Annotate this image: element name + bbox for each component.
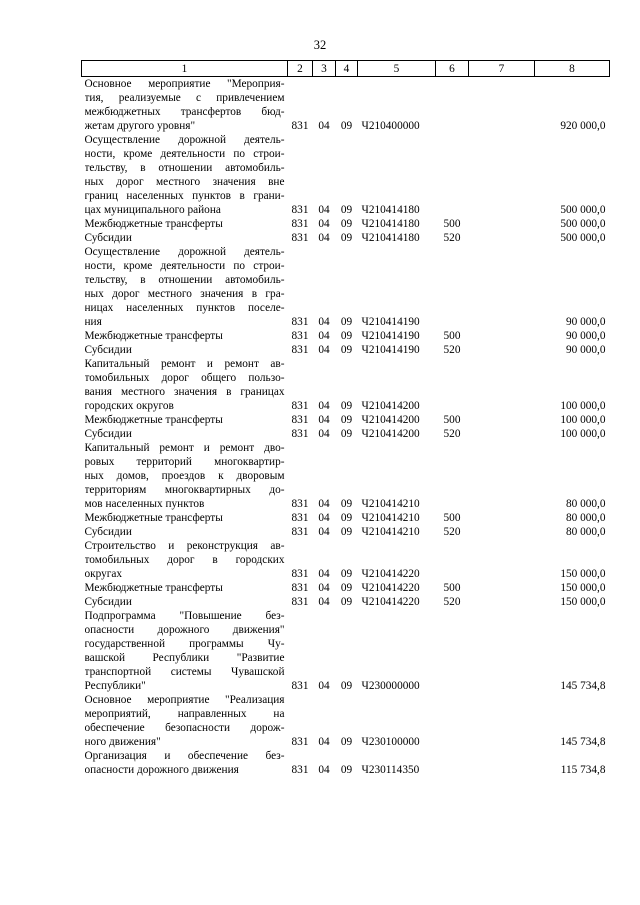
table-row [82,413,610,427]
row-vr: 500 [443,414,461,426]
row-pr: 09 [340,568,353,580]
row-name-line: ных дорог местного значения вне [84,176,285,188]
row-csr: Ч210414220 [361,568,420,580]
header-col-6: 6 [436,61,469,77]
row-pr: 09 [340,120,353,132]
row-pr: 09 [340,232,353,244]
row-pr: 09 [340,764,353,776]
table-row [82,693,610,749]
row-col7 [469,217,535,231]
row-gr: 831 [291,414,309,426]
row-gr: 831 [291,736,309,748]
row-rz: 04 [318,568,330,580]
row-gr: 831 [291,568,309,580]
row-name-line: Капитальный ремонт и ремонт ав- [84,358,285,370]
row-rz: 04 [318,526,330,538]
row-pr: 09 [340,680,353,692]
row-csr: Ч210414200 [361,400,420,412]
row-name-line: опасности дорожного движения" [84,624,285,636]
row-csr: Ч210414210 [361,526,420,538]
row-gr: 831 [291,120,309,132]
row-csr: Ч210414180 [361,232,420,244]
row-amount: 500 000,0 [560,204,606,216]
row-name [82,693,288,749]
row-gr: 831 [291,680,309,692]
table-row [82,231,610,245]
table-row [82,749,610,777]
row-vr: 520 [443,428,461,440]
row-name-line: обеспечение безопасности дорож- [84,722,285,734]
row-amount: 80 000,0 [565,526,606,538]
row-vr: 500 [443,512,461,524]
header-col-8: 8 [535,61,610,77]
row-amount: 150 000,0 [560,596,606,608]
row-name [82,581,288,595]
header-col-3: 3 [313,61,336,77]
row-csr: Ч210414190 [361,330,420,342]
header-col-4: 4 [336,61,358,77]
row-name [82,609,288,693]
table-row [82,441,610,511]
row-name-line: округах [84,568,123,580]
row-csr: Ч210414220 [361,582,420,594]
row-pr: 09 [340,218,353,230]
row-csr: Ч210414180 [361,218,420,230]
row-name-line: жетам другого уровня" [84,120,196,132]
row-amount: 90 000,0 [565,330,606,342]
row-gr: 831 [291,526,309,538]
row-csr: Ч210414180 [361,204,420,216]
row-gr: 831 [291,764,309,776]
table-row [82,427,610,441]
row-name-line: Осуществление дорожной деятель- [84,246,285,258]
row-name-line: мов населенных пунктов [84,498,205,510]
row-amount: 145 734,8 [560,736,606,748]
header-col-7: 7 [469,61,535,77]
row-name-line: границ населенных пунктов в грани- [84,190,285,202]
row-gr: 831 [291,316,309,328]
row-name-line: Субсидии [84,526,132,538]
row-col7 [469,511,535,525]
row-col7 [469,609,535,693]
row-vr: 500 [443,582,461,594]
row-name-line: Межбюджетные трансферты [84,330,223,342]
row-name [82,427,288,441]
row-rz: 04 [318,400,330,412]
row-name-line: ных домов, проездов к дворовым [84,470,285,482]
table-row [82,525,610,539]
row-name-line: ных дорог местного значения в гра- [84,288,285,300]
row-col7 [469,231,535,245]
row-vr [436,357,469,413]
row-csr: Ч210414190 [361,344,420,356]
row-pr: 09 [340,316,353,328]
row-vr: 520 [443,526,461,538]
row-name-line: Межбюджетные трансферты [84,414,223,426]
row-name [82,329,288,343]
row-amount: 100 000,0 [560,414,606,426]
row-col7 [469,693,535,749]
row-name-line: Межбюджетные трансферты [84,512,223,524]
row-csr: Ч210414190 [361,316,420,328]
row-vr [436,749,469,777]
row-rz: 04 [318,232,330,244]
row-gr: 831 [291,512,309,524]
row-name-line: цах муниципального района [84,204,221,216]
row-pr: 09 [340,736,353,748]
row-name-line: ности, кроме деятельности по строи- [84,260,285,272]
row-name-line: территориям многоквартирных до- [84,484,285,496]
row-amount: 100 000,0 [560,400,606,412]
row-name [82,595,288,609]
table-row [82,133,610,217]
row-name [82,511,288,525]
row-name [82,749,288,777]
row-name-line: Субсидии [84,344,132,356]
row-col7 [469,329,535,343]
row-col7 [469,357,535,413]
row-amount: 500 000,0 [560,232,606,244]
row-col7 [469,245,535,329]
row-amount: 150 000,0 [560,568,606,580]
row-amount: 100 000,0 [560,428,606,440]
table-row [82,217,610,231]
row-name-line: межбюджетных трансфертов бюд- [84,106,285,118]
row-vr: 520 [443,344,461,356]
row-rz: 04 [318,344,330,356]
row-pr: 09 [340,582,353,594]
row-csr: Ч210400000 [361,120,420,132]
row-name-line: ности, кроме деятельности по строи- [84,148,285,160]
row-rz: 04 [318,414,330,426]
table-row [82,357,610,413]
header-col-2: 2 [288,61,313,77]
row-vr: 500 [443,330,461,342]
row-name [82,133,288,217]
row-gr: 831 [291,232,309,244]
row-name-line: тельству, в отношении автомобиль- [84,162,285,174]
row-amount: 500 000,0 [560,218,606,230]
row-vr [436,133,469,217]
row-name-line: Осуществление дорожной деятель- [84,134,285,146]
row-csr: Ч230100000 [361,736,420,748]
row-name-line: Основное мероприятие "Мероприя- [84,78,285,90]
row-name [82,413,288,427]
row-pr: 09 [340,512,353,524]
row-name-line: тельству, в отношении автомобиль- [84,274,285,286]
row-name-line: Межбюджетные трансферты [84,218,223,230]
row-pr: 09 [340,344,353,356]
row-pr: 09 [340,204,353,216]
table-header [82,61,610,77]
row-gr: 831 [291,344,309,356]
header-col-1: 1 [82,61,288,77]
row-amount: 90 000,0 [565,316,606,328]
row-csr: Ч210414210 [361,512,420,524]
page-number: 32 [313,38,327,52]
table-row [82,245,610,329]
row-name-line: Организация и обеспечение без- [84,750,285,762]
row-rz: 04 [318,512,330,524]
row-name-line: вашской Республики "Развитие [84,652,285,664]
row-vr: 520 [443,232,461,244]
row-pr: 09 [340,596,353,608]
row-name [82,343,288,357]
header-row [82,61,610,77]
row-name [82,217,288,231]
row-col7 [469,581,535,595]
row-name-line: государственной программы Чу- [84,638,285,650]
row-amount: 150 000,0 [560,582,606,594]
table-row [82,329,610,343]
row-rz: 04 [318,764,330,776]
row-col7 [469,343,535,357]
row-col7 [469,749,535,777]
row-gr: 831 [291,582,309,594]
row-vr [436,609,469,693]
row-csr: Ч230000000 [361,680,420,692]
row-name-line: Подпрограмма "Повышение без- [84,610,285,622]
row-rz: 04 [318,680,330,692]
row-name [82,231,288,245]
row-gr: 831 [291,204,309,216]
row-rz: 04 [318,596,330,608]
row-rz: 04 [318,316,330,328]
row-vr [436,441,469,511]
row-name-line: мероприятий, направленных на [84,708,285,720]
row-pr: 09 [340,414,353,426]
row-gr: 831 [291,498,309,510]
header-col-5: 5 [358,61,436,77]
row-gr: 831 [291,596,309,608]
row-csr: Ч210414210 [361,498,420,510]
row-csr: Ч210414220 [361,596,420,608]
row-col7 [469,525,535,539]
row-pr: 09 [340,330,353,342]
row-col7 [469,441,535,511]
row-name-line: томобильных дорог общего пользо- [84,372,285,384]
row-gr: 831 [291,400,309,412]
row-pr: 09 [340,400,353,412]
row-csr: Ч210414200 [361,414,420,426]
row-vr [436,77,469,134]
row-name [82,441,288,511]
table-row [82,595,610,609]
row-name-line: опасности дорожного движения [84,764,239,776]
row-pr: 09 [340,428,353,440]
row-vr [436,693,469,749]
row-name-line: Субсидии [84,428,132,440]
row-name-line: томобильных дорог в городских [84,554,285,566]
row-name-line: Субсидии [84,596,132,608]
row-rz: 04 [318,204,330,216]
row-name [82,245,288,329]
row-col7 [469,427,535,441]
row-gr: 831 [291,330,309,342]
row-rz: 04 [318,582,330,594]
table-body [82,77,610,778]
row-gr: 831 [291,428,309,440]
row-name-line: Межбюджетные трансферты [84,582,223,594]
row-rz: 04 [318,428,330,440]
table-row [82,539,610,581]
row-name-line: ного движения" [84,736,161,748]
row-pr: 09 [340,498,353,510]
row-csr: Ч210414200 [361,428,420,440]
row-amount: 90 000,0 [565,344,606,356]
row-rz: 04 [318,498,330,510]
row-rz: 04 [318,330,330,342]
row-name [82,539,288,581]
row-name-line: Субсидии [84,232,132,244]
row-name-line: ровых территорий многоквартир- [84,456,285,468]
row-amount: 920 000,0 [560,120,606,132]
row-name [82,525,288,539]
table-row [82,343,610,357]
table-row [82,581,610,595]
budget-table [81,60,610,777]
row-vr: 500 [443,218,461,230]
row-vr [436,245,469,329]
row-name-line: ния [84,316,102,328]
row-pr: 09 [340,526,353,538]
row-col7 [469,133,535,217]
table-row [82,77,610,134]
row-col7 [469,539,535,581]
row-gr: 831 [291,218,309,230]
row-name [82,77,288,134]
row-name-line: транспортной системы Чувашской [84,666,285,678]
row-name-line: Строительство и реконструкция ав- [84,540,285,552]
row-rz: 04 [318,736,330,748]
row-name [82,357,288,413]
row-rz: 04 [318,218,330,230]
row-vr [436,539,469,581]
row-col7 [469,77,535,134]
row-name-line: вания местного значения в границах [84,386,285,398]
row-name-line: Республики" [84,680,146,692]
row-amount: 80 000,0 [565,498,606,510]
table-row [82,511,610,525]
row-rz: 04 [318,120,330,132]
row-name-line: городских округов [84,400,174,412]
row-name-line: тия, реализуемые с привлечением [84,92,285,104]
row-amount: 80 000,0 [565,512,606,524]
row-col7 [469,413,535,427]
row-csr: Ч230114350 [361,764,420,776]
row-vr: 520 [443,596,461,608]
row-amount: 115 734,8 [560,764,606,776]
row-name-line: Основное мероприятие "Реализация [84,694,285,706]
table-row [82,609,610,693]
row-name-line: Капитальный ремонт и ремонт дво- [84,442,285,454]
row-amount: 145 734,8 [560,680,606,692]
row-col7 [469,595,535,609]
row-name-line: ницах населенных пунктов поселе- [84,302,285,314]
